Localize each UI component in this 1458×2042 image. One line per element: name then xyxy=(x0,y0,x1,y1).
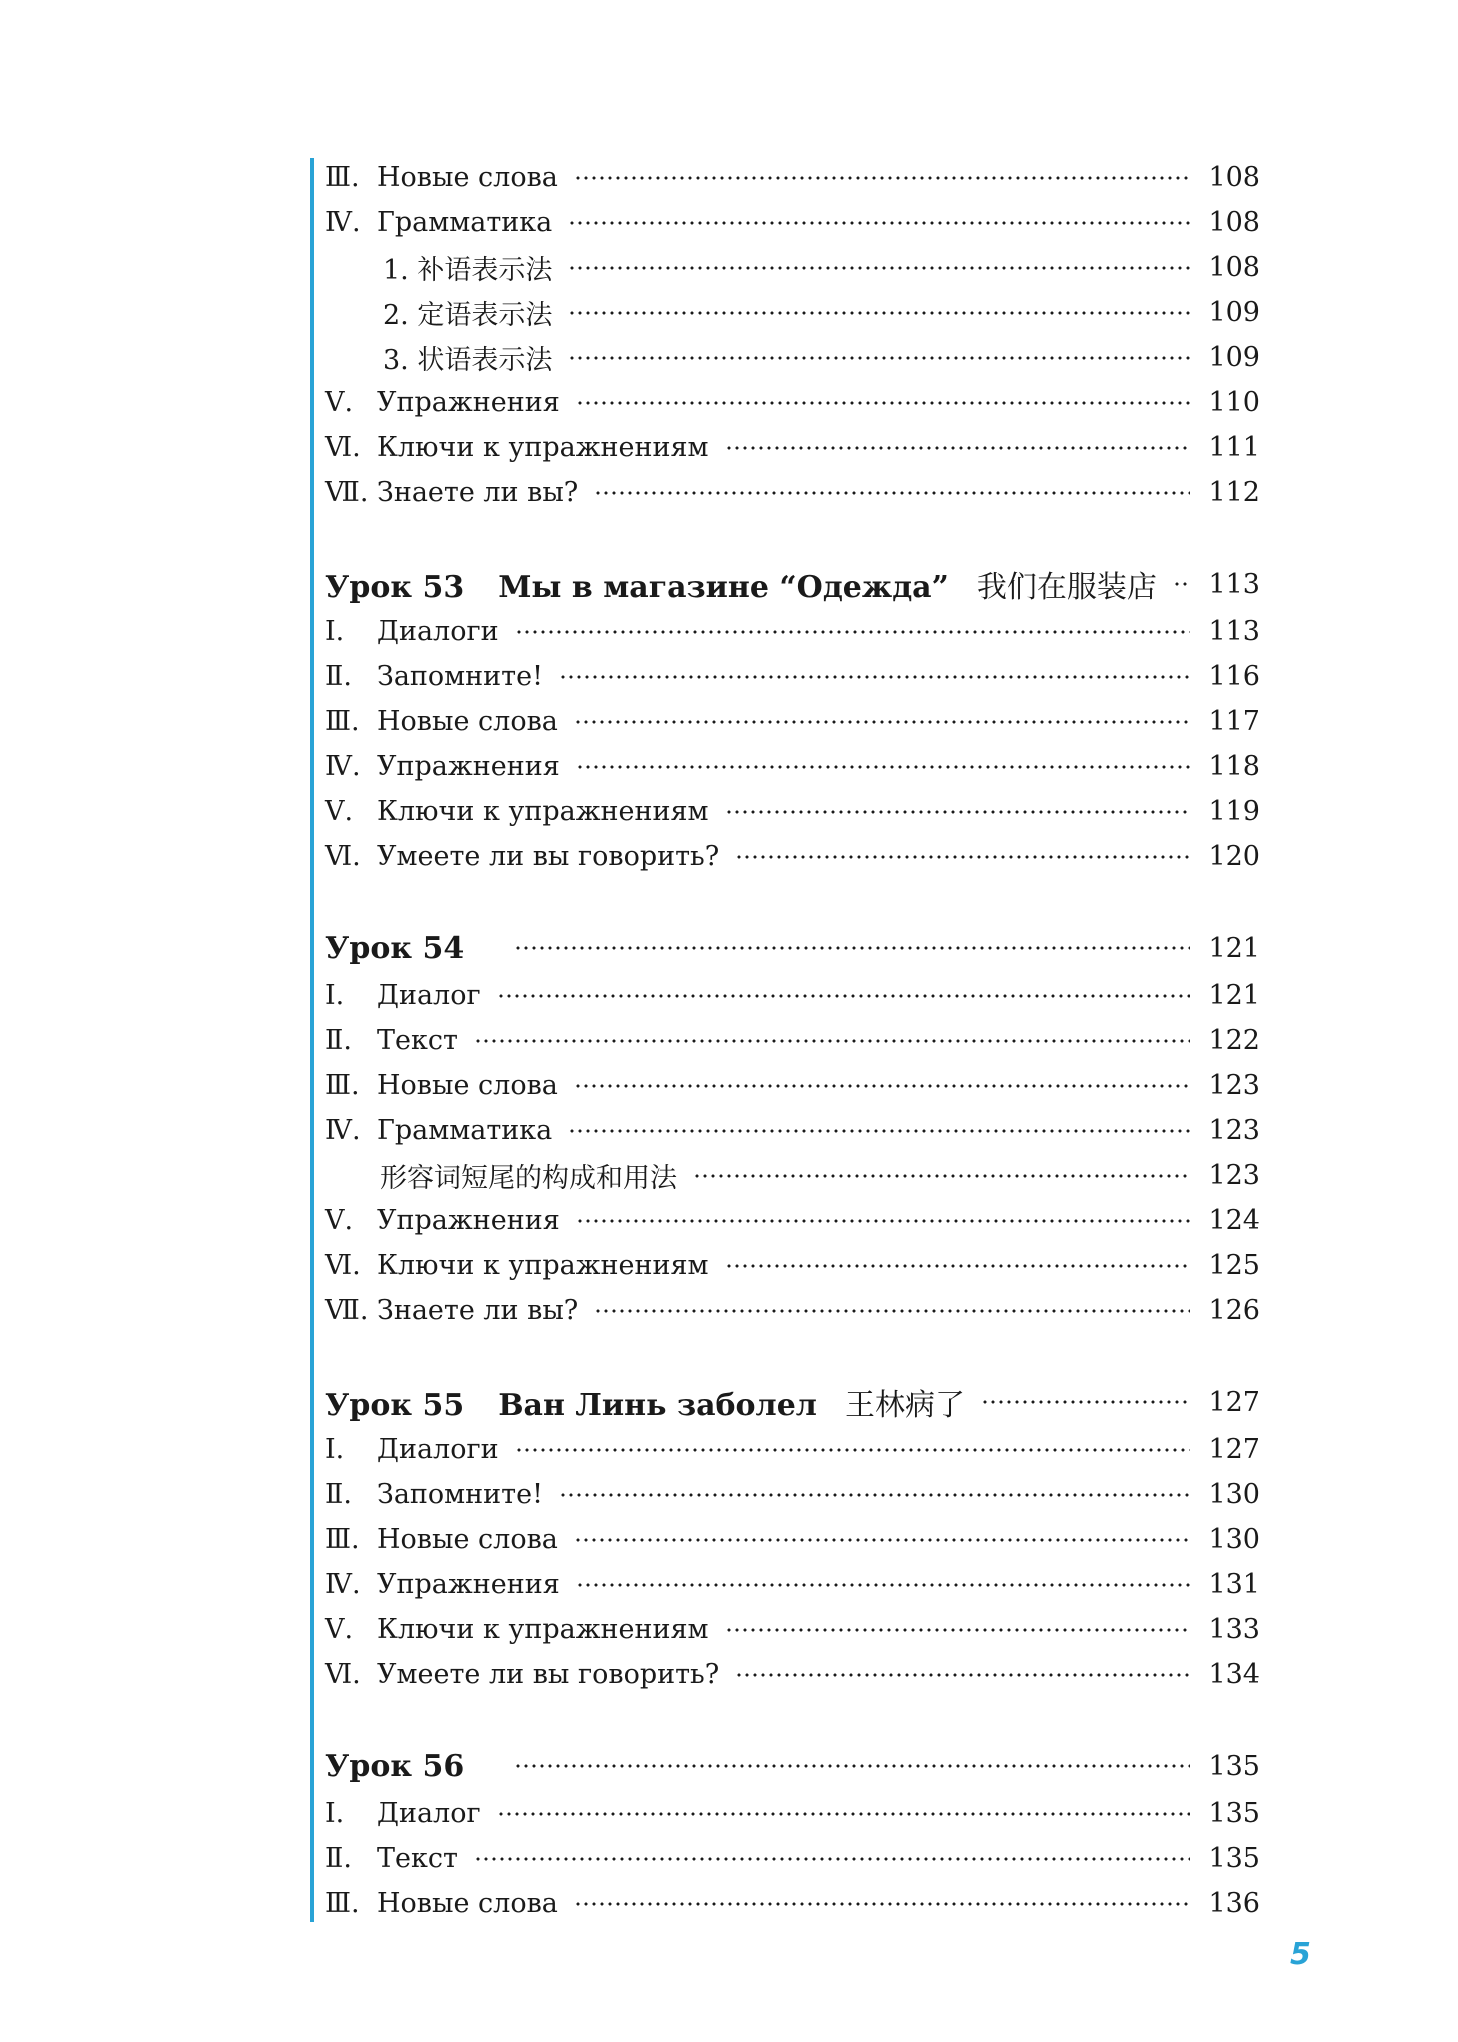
page-ref: 131 xyxy=(1208,1569,1260,1600)
lesson-number: Урок 56 xyxy=(325,1748,465,1784)
section-numeral: Ⅴ. xyxy=(325,1205,354,1236)
entry-title: Ключи к упражнениям xyxy=(377,1250,709,1281)
dot-leader xyxy=(568,356,1190,360)
entry-title: Знаете ли вы? xyxy=(377,1295,579,1326)
entry-title: Диалог xyxy=(377,1798,481,1829)
dot-leader xyxy=(474,1039,1191,1043)
page-ref: 116 xyxy=(1208,661,1260,692)
dot-leader xyxy=(981,1400,1191,1404)
toc-entry[interactable] xyxy=(325,245,1260,290)
page-ref: 110 xyxy=(1208,387,1260,418)
page-ref: 120 xyxy=(1208,841,1260,872)
entry-title: Грамматика xyxy=(377,207,553,238)
entry-title: Ключи к упражнениям xyxy=(377,796,709,827)
section-numeral: Ⅶ. xyxy=(325,1295,369,1326)
entry-title: Новые слова xyxy=(377,706,558,737)
page-ref: 122 xyxy=(1208,1025,1260,1056)
entry-title: Диалог xyxy=(377,980,481,1011)
table-of-contents xyxy=(325,155,1260,1926)
entry-title: Упражнения xyxy=(377,1569,560,1600)
toc-entry[interactable] xyxy=(325,1652,1260,1697)
entry-title: Умеете ли вы говорить? xyxy=(377,841,720,872)
page-ref: 108 xyxy=(1208,252,1260,283)
lesson-title xyxy=(325,931,498,966)
toc-entry[interactable] xyxy=(325,1108,1260,1153)
dot-leader xyxy=(574,1084,1191,1088)
page-ref: 124 xyxy=(1208,1205,1260,1236)
page-ref: 111 xyxy=(1208,432,1260,463)
section-numeral: Ⅲ. xyxy=(325,162,360,193)
toc-entry[interactable] xyxy=(325,609,1260,654)
entry-title: 2. 定语表示法 xyxy=(383,300,553,331)
lesson-number: Урок 53 xyxy=(325,570,465,605)
page-ref: 123 xyxy=(1208,1115,1260,1146)
dot-leader xyxy=(576,765,1191,769)
page-ref: 123 xyxy=(1208,1070,1260,1101)
entry-title: Ключи к упражнениям xyxy=(377,432,709,463)
dot-leader xyxy=(1173,582,1191,586)
section-numeral: Ⅳ. xyxy=(325,1115,361,1146)
section-numeral: Ⅳ. xyxy=(325,751,361,782)
section-numeral: Ⅲ. xyxy=(325,1888,360,1919)
section-numeral: Ⅲ. xyxy=(325,1524,360,1555)
toc-entry[interactable] xyxy=(325,1427,1260,1472)
dot-leader xyxy=(568,311,1190,315)
section-numeral: Ⅱ. xyxy=(325,1025,352,1056)
dot-leader xyxy=(497,994,1191,998)
entry-title: Знаете ли вы? xyxy=(377,477,579,508)
section-numeral: Ⅳ. xyxy=(325,207,361,238)
dot-leader xyxy=(574,176,1191,180)
toc-entry[interactable] xyxy=(325,155,1260,200)
toc-entry[interactable] xyxy=(325,1517,1260,1562)
page-ref: 126 xyxy=(1208,1295,1260,1326)
page-ref: 130 xyxy=(1208,1524,1260,1555)
lesson-title-ru: Ван Линь заболел xyxy=(498,1388,817,1423)
dot-leader xyxy=(514,1764,1190,1768)
toc-entry[interactable] xyxy=(325,744,1260,789)
dot-leader xyxy=(515,1448,1191,1452)
section-numeral: Ⅵ. xyxy=(325,1250,361,1281)
entry-title: Текст xyxy=(377,1843,458,1874)
section-numeral: Ⅰ. xyxy=(325,980,345,1011)
toc-entry[interactable] xyxy=(325,834,1260,879)
page-ref: 123 xyxy=(1208,1160,1260,1191)
page-ref: 119 xyxy=(1208,796,1260,827)
dot-leader xyxy=(576,1583,1191,1587)
entry-title: 形容词短尾的构成和用法 xyxy=(380,1163,677,1194)
lesson-title-cn: 我们在服装店 xyxy=(976,570,1157,605)
entry-title: Диалоги xyxy=(377,1434,499,1465)
dot-leader xyxy=(725,1628,1191,1632)
toc-entry[interactable] xyxy=(325,1063,1260,1108)
entry-title: Диалоги xyxy=(377,616,499,647)
dot-leader xyxy=(693,1174,1190,1178)
entry-title: Умеете ли вы говорить? xyxy=(377,1659,720,1690)
entry-title: Текст xyxy=(377,1025,458,1056)
section-numeral: Ⅰ. xyxy=(325,1434,345,1465)
section-numeral: Ⅶ. xyxy=(325,477,369,508)
toc-entry[interactable] xyxy=(325,335,1260,380)
lesson-title-ru: Мы в магазине “Одежда” xyxy=(498,570,949,605)
toc-entry[interactable] xyxy=(325,973,1260,1018)
dot-leader xyxy=(725,1264,1191,1268)
toc-entry[interactable] xyxy=(325,1243,1260,1288)
section-numeral: Ⅵ. xyxy=(325,841,361,872)
dot-leader xyxy=(735,855,1190,859)
toc-entry[interactable] xyxy=(325,200,1260,245)
lesson-heading[interactable] xyxy=(325,1741,1260,1791)
lesson-number: Урок 54 xyxy=(325,930,465,966)
dot-leader xyxy=(559,675,1191,679)
lesson-title xyxy=(325,562,1157,606)
dot-leader xyxy=(594,491,1190,495)
section-numeral: Ⅰ. xyxy=(325,1798,345,1829)
toc-entry[interactable] xyxy=(325,425,1260,470)
page-ref: 109 xyxy=(1208,297,1260,328)
lesson-title-cn: 王林病了 xyxy=(844,1388,965,1423)
page-ref: 134 xyxy=(1208,1659,1260,1690)
toc-entry[interactable] xyxy=(325,1836,1260,1881)
dot-leader xyxy=(725,446,1191,450)
toc-entry[interactable] xyxy=(325,1562,1260,1607)
toc-entry[interactable] xyxy=(325,380,1260,425)
page-ref: 127 xyxy=(1208,1434,1260,1465)
dot-leader xyxy=(725,810,1191,814)
toc-entry[interactable] xyxy=(325,290,1260,335)
page-ref: 117 xyxy=(1208,706,1260,737)
entry-title: Запомните! xyxy=(377,661,543,692)
lesson-heading[interactable] xyxy=(325,1377,1260,1427)
toc-entry[interactable] xyxy=(325,470,1260,515)
dot-leader xyxy=(568,1129,1190,1133)
page-ref: 135 xyxy=(1208,1843,1260,1874)
dot-leader xyxy=(568,221,1190,225)
entry-title: Новые слова xyxy=(377,1524,558,1555)
entry-title: Новые слова xyxy=(377,162,558,193)
page-ref: 108 xyxy=(1208,207,1260,238)
entry-title: Запомните! xyxy=(377,1479,543,1510)
page-ref: 135 xyxy=(1208,1798,1260,1829)
toc-entry[interactable] xyxy=(325,1881,1260,1926)
entry-title: Упражнения xyxy=(377,751,560,782)
page-ref: 121 xyxy=(1208,980,1260,1011)
dot-leader xyxy=(568,266,1190,270)
page-ref: 133 xyxy=(1208,1614,1260,1645)
section-numeral: Ⅴ. xyxy=(325,1614,354,1645)
entry-title: Грамматика xyxy=(377,1115,553,1146)
section-numeral: Ⅰ. xyxy=(325,616,345,647)
dot-leader xyxy=(474,1857,1191,1861)
section-numeral: Ⅱ. xyxy=(325,661,352,692)
toc-entry[interactable] xyxy=(325,1607,1260,1652)
page-ref: 135 xyxy=(1208,1750,1260,1782)
toc-entry[interactable] xyxy=(325,1472,1260,1517)
page-ref: 118 xyxy=(1208,751,1260,782)
dot-leader xyxy=(574,1902,1191,1906)
page-ref: 113 xyxy=(1208,568,1260,600)
section-numeral: Ⅱ. xyxy=(325,1479,352,1510)
page-ref: 121 xyxy=(1208,932,1260,964)
toc-entry[interactable] xyxy=(325,699,1260,744)
lesson-heading[interactable] xyxy=(325,559,1260,609)
toc-entry[interactable] xyxy=(325,1018,1260,1063)
toc-entry[interactable] xyxy=(325,1791,1260,1836)
section-numeral: Ⅴ. xyxy=(325,387,354,418)
section-numeral: Ⅱ. xyxy=(325,1843,352,1874)
toc-entry[interactable] xyxy=(325,1288,1260,1333)
page-ref: 136 xyxy=(1208,1888,1260,1919)
section-numeral: Ⅴ. xyxy=(325,796,354,827)
dot-leader xyxy=(576,1219,1191,1223)
section-numeral: Ⅲ. xyxy=(325,706,360,737)
page-ref: 125 xyxy=(1208,1250,1260,1281)
dot-leader xyxy=(559,1493,1191,1497)
dot-leader xyxy=(576,401,1191,405)
section-numeral: Ⅳ. xyxy=(325,1569,361,1600)
entry-title: 3. 状语表示法 xyxy=(383,345,553,376)
page-ref: 113 xyxy=(1208,616,1260,647)
entry-title: 1. 补语表示法 xyxy=(383,255,553,286)
toc-entry[interactable] xyxy=(325,1153,1260,1198)
lesson-title xyxy=(325,1380,965,1424)
page-ref: 130 xyxy=(1208,1479,1260,1510)
entry-title: Новые слова xyxy=(377,1888,558,1919)
dot-leader xyxy=(735,1673,1190,1677)
dot-leader xyxy=(594,1309,1190,1313)
margin-accent-rule xyxy=(310,158,314,1922)
page-ref: 108 xyxy=(1208,162,1260,193)
toc-entry[interactable] xyxy=(325,789,1260,834)
entry-title: Упражнения xyxy=(377,387,560,418)
dot-leader xyxy=(514,946,1190,950)
entry-title: Новые слова xyxy=(377,1070,558,1101)
page-ref: 109 xyxy=(1208,342,1260,373)
toc-entry[interactable] xyxy=(325,654,1260,699)
dot-leader xyxy=(574,1538,1191,1542)
dot-leader xyxy=(515,630,1191,634)
lesson-heading[interactable] xyxy=(325,923,1260,973)
page-number: 5 xyxy=(1290,1937,1311,1972)
lesson-number: Урок 55 xyxy=(325,1388,465,1423)
page-ref: 127 xyxy=(1208,1386,1260,1418)
entry-title: Ключи к упражнениям xyxy=(377,1614,709,1645)
section-numeral: Ⅲ. xyxy=(325,1070,360,1101)
section-numeral: Ⅵ. xyxy=(325,432,361,463)
entry-title: Упражнения xyxy=(377,1205,560,1236)
lesson-title xyxy=(325,1749,498,1784)
toc-entry[interactable] xyxy=(325,1198,1260,1243)
dot-leader xyxy=(497,1812,1191,1816)
dot-leader xyxy=(574,720,1191,724)
section-numeral: Ⅵ. xyxy=(325,1659,361,1690)
page-ref: 112 xyxy=(1208,477,1260,508)
